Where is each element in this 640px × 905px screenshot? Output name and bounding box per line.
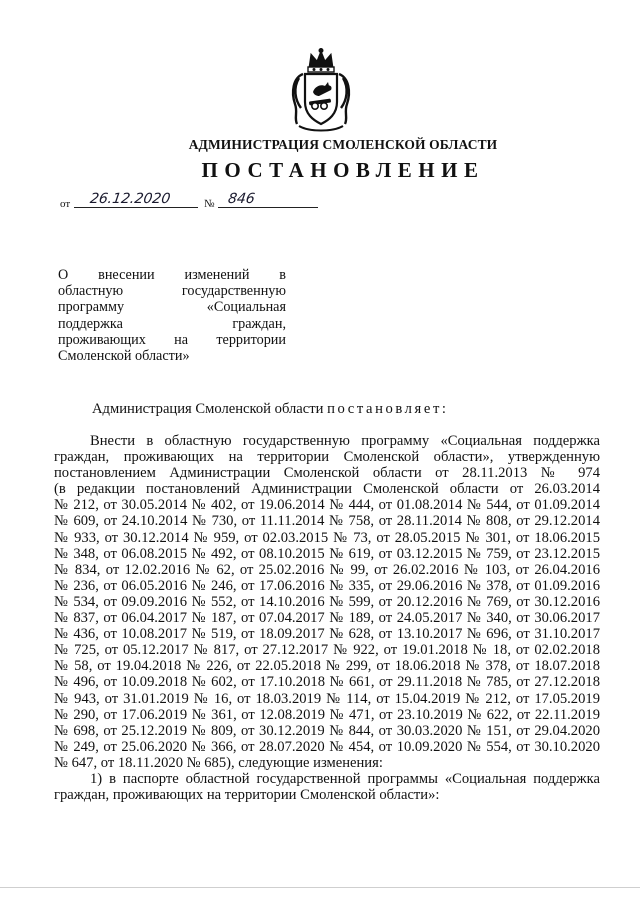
shield-icon bbox=[305, 74, 337, 124]
document-body bbox=[54, 433, 600, 803]
number-prefix: № bbox=[204, 198, 215, 210]
crown-icon bbox=[308, 49, 334, 73]
body-line: № 647, от 18.11.2020 № 685), следующие изменения: bbox=[54, 754, 383, 771]
ribbon-ornament bbox=[299, 126, 343, 131]
organization-name: АДМИНИСТРАЦИЯ СМОЛЕНСКОЙ ОБЛАСТИ bbox=[188, 137, 498, 152]
body-line: № 837, от 06.04.2017 № 187, от 07.04.2017 № 189, от 24.05.2017 № 340, от 30.06.2017 bbox=[54, 610, 600, 627]
body-line: № 212, от 30.05.2014 № 402, от 19.06.2014 № 444, от 01.08.2014 № 544, от 01.09.2014 bbox=[54, 497, 600, 514]
coat-of-arms-emblem bbox=[289, 48, 353, 132]
document-type-title: ПОСТАНОВЛЕНИЕ bbox=[201, 158, 485, 182]
document-subject bbox=[58, 267, 286, 364]
body-line: № 698, от 25.12.2019 № 809, от 30.12.2019 № 844, от 30.03.2020 № 151, от 29.04.2020 bbox=[54, 722, 600, 739]
handwritten-date: 26.12.2020 bbox=[88, 191, 172, 207]
body-line: Внести в областную государственную программу «Социальная поддержка bbox=[90, 433, 600, 449]
body-line: № 725, от 05.12.2017 № 817, от 27.12.2017 № 922, от 19.01.2018 № 18, от 02.02.2018 bbox=[54, 642, 600, 659]
right-mantling-ornament bbox=[339, 74, 349, 124]
preamble bbox=[92, 401, 449, 418]
body-line: граждан, проживающих на территории Смоленской области»: bbox=[54, 787, 440, 804]
handwritten-number: 846 bbox=[226, 191, 256, 207]
subject-line: проживающих на территории bbox=[58, 331, 286, 348]
body-line: № 943, от 31.01.2019 № 16, от 18.03.2019 № 114, от 15.04.2019 № 212, от 17.05.2019 bbox=[54, 690, 600, 707]
left-mantling-ornament bbox=[293, 74, 303, 124]
body-line: постановлением Администрации Смоленской области от 28.11.2013 № 974 bbox=[54, 465, 600, 482]
body-line: № 834, от 12.02.2016 № 62, от 25.02.2016 № 99, от 26.02.2016 № 103, от 26.04.2016 bbox=[54, 561, 600, 578]
preamble-verb: постановляет: bbox=[327, 401, 449, 417]
body-line: 1) в паспорте областной государственной программы «Социальная поддержка bbox=[90, 770, 600, 787]
subject-line: программу «Социальная bbox=[58, 299, 286, 316]
body-line: № 236, от 06.05.2016 № 246, от 17.06.2016 № 335, от 29.06.2016 № 378, от 01.09.2016 bbox=[54, 577, 600, 594]
body-line: № 436, от 10.08.2017 № 519, от 18.09.2017 № 628, от 13.10.2017 № 696, от 31.10.2017 bbox=[54, 626, 600, 643]
body-line: № 58, от 19.04.2018 № 226, от 22.05.2018 № 299, от 18.06.2018 № 378, от 18.07.2018 bbox=[54, 658, 600, 675]
body-line: № 348, от 06.08.2015 № 492, от 08.10.2015 № 619, от 03.12.2015 № 759, от 23.12.2015 bbox=[54, 545, 600, 562]
body-line: № 609, от 24.10.2014 № 730, от 11.11.2014 № 758, от 28.11.2014 № 808, от 29.12.2014 bbox=[54, 513, 600, 530]
number-underline bbox=[218, 207, 318, 208]
body-line: № 534, от 09.09.2016 № 552, от 14.10.2016 № 599, от 20.12.2016 № 769, от 30.12.2016 bbox=[54, 593, 600, 610]
body-line: № 249, от 25.06.2020 № 366, от 28.07.2020 № 454, от 10.09.2020 № 554, от 30.10.2020 bbox=[54, 738, 600, 755]
subject-line: поддержка граждан, bbox=[58, 315, 286, 332]
body-line: № 496, от 10.09.2018 № 602, от 17.10.2018 № 661, от 29.11.2018 № 785, от 27.12.2018 bbox=[54, 674, 600, 691]
body-line: (в редакции постановлений Администрации Смоленской области от 26.03.2014 bbox=[54, 481, 600, 498]
date-underline bbox=[74, 207, 198, 208]
date-prefix: от bbox=[60, 198, 71, 210]
body-line: № 290, от 17.06.2019 № 361, от 12.08.2019 № 471, от 23.10.2019 № 622, от 22.11.2019 bbox=[54, 706, 600, 723]
subject-line: О внесении изменений в bbox=[58, 267, 286, 283]
preamble-text: Администрация Смоленской области bbox=[92, 401, 324, 417]
body-line: № 933, от 30.12.2014 № 959, от 02.03.2015 № 73, от 28.05.2015 № 301, от 18.06.2015 bbox=[54, 529, 600, 546]
subject-line: Смоленской области» bbox=[58, 348, 190, 365]
body-line: граждан, проживающих на территории Смоленской области», утвержденную bbox=[54, 449, 600, 466]
page-bottom-rule bbox=[0, 887, 640, 888]
subject-line: областную государственную bbox=[58, 283, 286, 300]
